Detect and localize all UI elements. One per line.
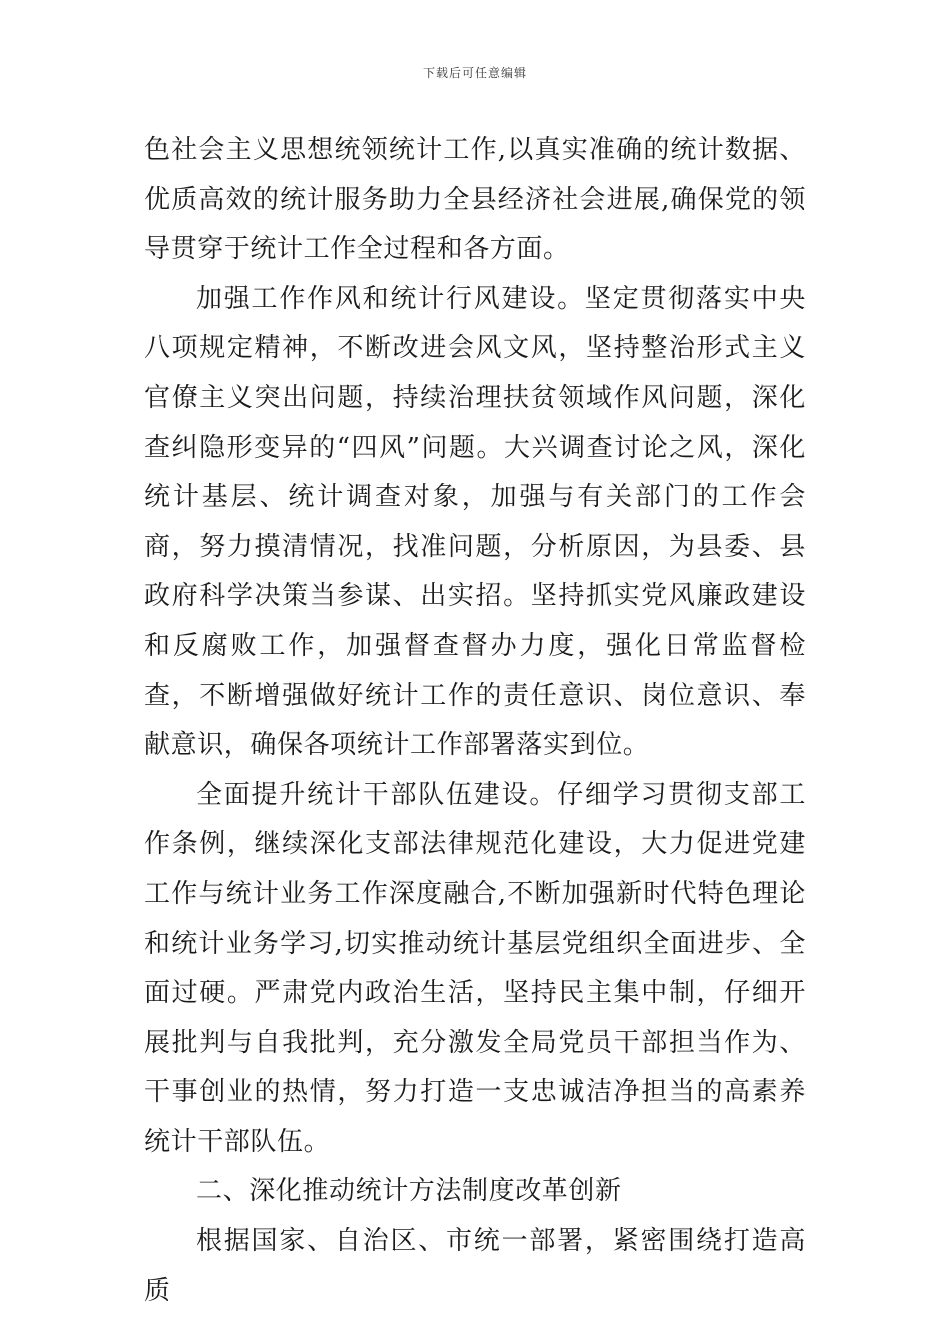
section-heading: 二、深化推动统计方法制度改革创新 [196,1176,622,1207]
paragraph-cadre-team: 全面提升统计干部队伍建设。仔细学习贯彻支部工作条例，继续深化支部法律规范化建设，大力促进党建工作与统计业务工作深度融合,不断加强新时代特色理论和统计业务学习,切实推动统计基层党组织全面进步、全面过硬。严肃党内政治生活，坚持民主集中制，仔细开展批判与自我批判，充分激发全局党员干部担当作为、干事创业的热情，努力打造一支忠诚洁净担当的高素养统计干部队伍。 [144,779,806,1157]
paragraph-continuation: 色社会主义思想统领统计工作,以真实准确的统计数据、优质高效的统计服务助力全县经济社会进展,确保党的领导贯穿于统计工作全过程和各方面。 [144,135,806,265]
page-header: 下载后可任意编辑 [422,66,527,80]
paragraph-work-style: 加强工作作风和统计行风建设。坚定贯彻落实中央八项规定精神，不断改进会风文风，坚持整治形式主义官僚主义突出问题，持续治理扶贫领域作风问题，深化查纠隐形变异的“四风”问题。大兴调查讨论之风，深化统计基层、统计调查对象，加强与有关部门的工作会商，努力摸清情况，找准问题，分析原因，为县委、县政府科学决策当参谋、出实招。坚持抓实党风廉政建设和反腐败工作，加强督查督办力度，强化日常监督检查，不断增强做好统计工作的责任意识、岗位意识、奉献意识，确保各项统计工作部署落实到位。 [144,283,806,761]
paragraph-reform: 根据国家、自治区、市统一部署，紧密围绕打造高质 [144,1226,806,1306]
document-body [144,126,806,1316]
